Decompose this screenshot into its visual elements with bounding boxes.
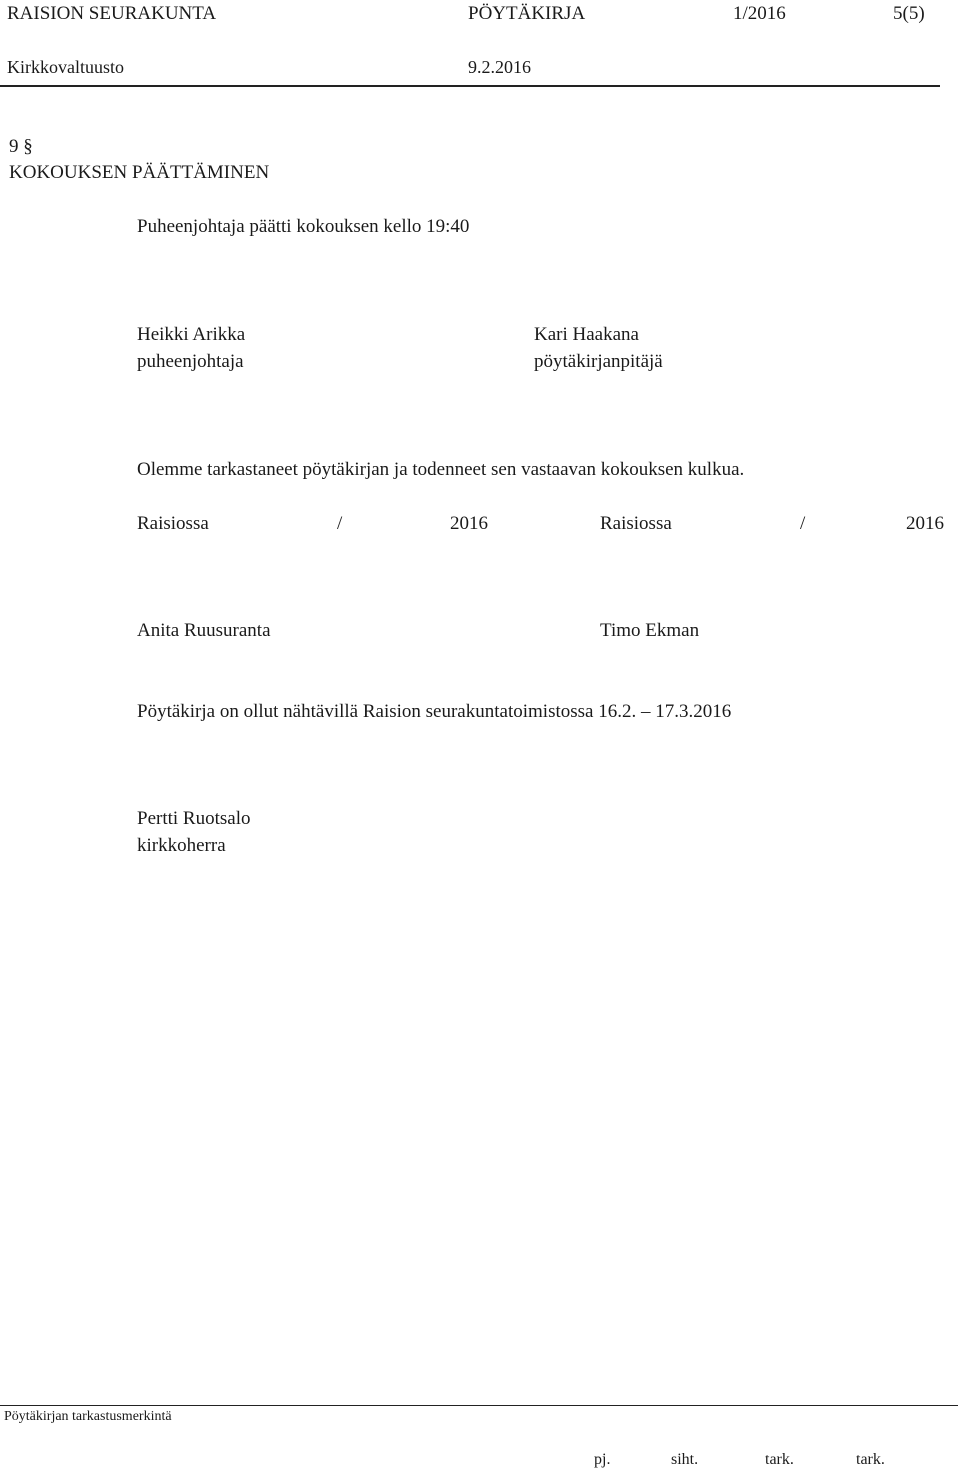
governing-body: Kirkkovaltuusto — [7, 57, 124, 77]
year-left: 2016 — [450, 513, 488, 534]
verifier-right-name: Timo Ekman — [600, 620, 700, 641]
section-text: Puheenjohtaja päätti kokouksen kello 19:40 — [137, 216, 470, 237]
footer-label: Pöytäkirjan tarkastusmerkintä — [4, 1409, 172, 1424]
meeting-date: 9.2.2016 — [468, 57, 531, 77]
place-right: Raisiossa — [600, 513, 672, 534]
secretary-role: pöytäkirjanpitäjä — [534, 351, 663, 372]
section-title: KOKOUKSEN PÄÄTTÄMINEN — [9, 162, 270, 183]
chair-name: Heikki Arikka — [137, 324, 246, 345]
doc-type: PÖYTÄKIRJA — [468, 3, 586, 24]
footer-mark-secretary: siht. — [671, 1451, 699, 1468]
verification-statement: Olemme tarkastaneet pöytäkirjan ja todenneet sen vastaavan kokouksen kulkua. — [137, 459, 745, 480]
footer-mark-verifier-2: tark. — [856, 1451, 885, 1468]
footer-rule — [0, 1405, 958, 1406]
secretary-name: Kari Haakana — [534, 324, 639, 345]
section-heading-line — [9, 136, 33, 158]
footer-mark-chair: pj. — [594, 1451, 611, 1468]
doc-number: 1/2016 — [733, 3, 786, 24]
vicar-name: Pertti Ruotsalo — [137, 808, 251, 829]
footer-mark-verifier-1: tark. — [765, 1451, 794, 1468]
date-slash-right: / — [800, 513, 806, 534]
place-left: Raisiossa — [137, 513, 209, 534]
verifier-left-name: Anita Ruusuranta — [137, 620, 271, 641]
org-name: RAISION SEURAKUNTA — [7, 3, 217, 24]
date-slash-left: / — [337, 513, 343, 534]
display-note: Pöytäkirja on ollut nähtävillä Raision seurakuntatoimistossa 16.2. – 17.3.2016 — [137, 701, 732, 722]
header-rule — [0, 85, 940, 87]
section-symbol: § — [23, 136, 33, 157]
section-number: 9 — [9, 136, 19, 157]
vicar-title: kirkkoherra — [137, 835, 226, 856]
year-right: 2016 — [906, 513, 944, 534]
page-number: 5(5) — [893, 3, 925, 24]
chair-role: puheenjohtaja — [137, 351, 244, 372]
